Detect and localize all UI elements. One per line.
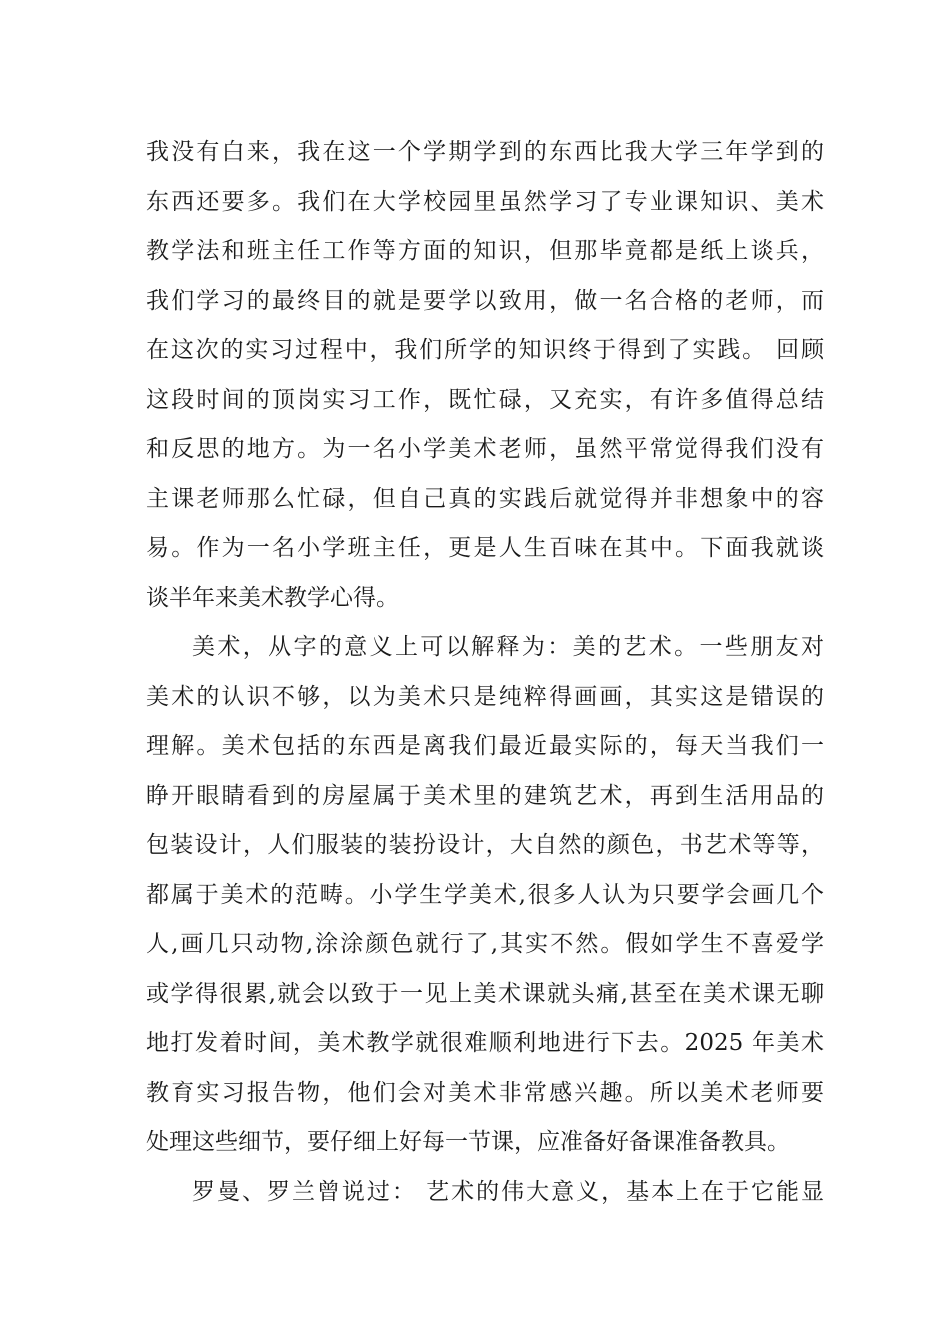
text-line: 罗曼、罗兰曾说过： 艺术的伟大意义，基本上在于它能显 [192, 1178, 824, 1205]
text-line: 或学得很累,就会以致于一见上美术课就头痛,甚至在美术课无聊 [146, 980, 824, 1007]
text-line: 都属于美术的范畴。小学生学美术,很多人认为只要学会画几个 [146, 881, 824, 908]
text-line: 包装设计，人们服装的装扮设计，大自然的颜色，书艺术等等， [146, 832, 824, 858]
text-line: 谈半年来美术教学心得。 [146, 584, 399, 611]
text-line: 易。作为一名小学班主任，更是人生百味在其中。下面我就谈 [146, 535, 824, 561]
text-line: 理解。美术包括的东西是离我们最近最实际的，每天当我们一 [146, 733, 824, 759]
text-line: 人,画几只动物,涂涂颜色就行了,其实不然。假如学生不喜爱学 [146, 931, 824, 957]
text-line: 处理这些细节，要仔细上好每一节课，应准备好备课准备教具。 [146, 1129, 790, 1155]
text-line: 我们学习的最终目的就是要学以致用，做一名合格的老师，而 [146, 287, 824, 314]
paragraph-3 [146, 1168, 824, 1218]
text-line: 美术，从字的意义上可以解释为：美的艺术。一些朋友对 [192, 634, 824, 660]
text-line: 睁开眼睛看到的房屋属于美术里的建筑艺术，再到生活用品的 [146, 782, 824, 809]
paragraph-2 [146, 623, 824, 1168]
text-line: 美术的认识不够，以为美术只是纯粹得画画，其实这是错误的 [146, 683, 824, 710]
text-line: 地打发着时间，美术教学就很难顺利地进行下去。2025 年美术 [146, 1030, 824, 1056]
text-line: 东西还要多。我们在大学校园里虽然学习了专业课知识、美术 [146, 188, 824, 215]
paragraph-1 [146, 128, 824, 623]
text-line: 主课老师那么忙碌，但自己真的实践后就觉得并非想象中的容 [146, 485, 824, 512]
text-line: 在这次的实习过程中，我们所学的知识终于得到了实践。 回顾 [146, 337, 824, 363]
text-line: 和反思的地方。为一名小学美术老师，虽然平常觉得我们没有 [146, 436, 824, 462]
text-line: 教育实习报告物，他们会对美术非常感兴趣。所以美术老师要 [146, 1079, 824, 1106]
text-line: 这段时间的顶岗实习工作，既忙碌，又充实，有许多值得总结 [146, 386, 824, 413]
text-line: 我没有白来，我在这一个学期学到的东西比我大学三年学到的 [146, 139, 824, 165]
document-body [146, 128, 824, 1217]
text-line: 教学法和班主任工作等方面的知识，但那毕竟都是纸上谈兵， [146, 238, 824, 264]
